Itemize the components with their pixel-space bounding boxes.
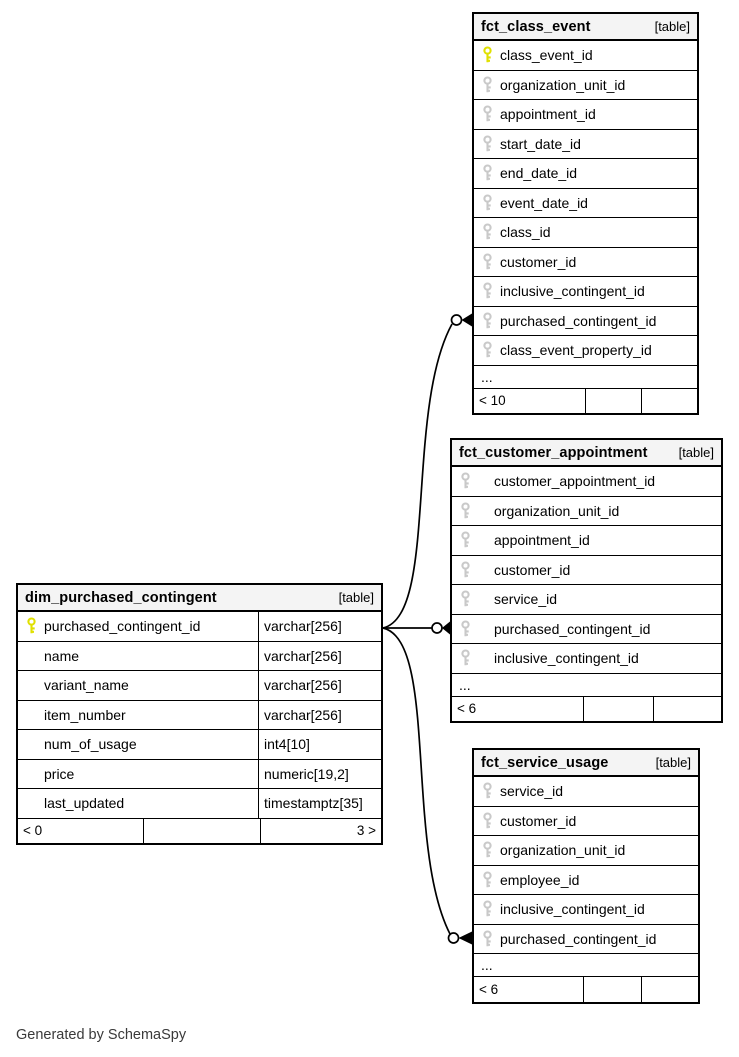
- column-name: purchased_contingent_id: [500, 930, 657, 947]
- connector-circle-endpoint: [432, 623, 442, 633]
- ellipsis: ...: [481, 957, 493, 973]
- table-row: [474, 277, 697, 307]
- footer-children-count: < 6: [452, 697, 584, 722]
- column-type: varchar[256]: [264, 618, 342, 635]
- table-row: [452, 467, 721, 497]
- column-name: name: [44, 647, 80, 664]
- ellipsis: ...: [481, 368, 493, 385]
- primary-key-icon: [481, 46, 494, 64]
- column-name: customer_id: [494, 561, 571, 578]
- column-name: end_date_id: [500, 165, 578, 182]
- column-name-cell: [18, 642, 259, 671]
- column-name-cell: [18, 612, 259, 641]
- connector-circle-endpoint: [449, 933, 459, 943]
- connector-to-fct-class-event: [383, 324, 452, 628]
- table-row: [474, 307, 697, 337]
- table-row: [474, 189, 697, 219]
- table-row: [474, 836, 698, 866]
- column-name: appointment_id: [500, 106, 596, 123]
- ellipsis-row: [474, 954, 698, 977]
- table-row: [474, 218, 697, 248]
- connector-circle-endpoint: [452, 315, 462, 325]
- foreign-key-icon: [481, 930, 494, 948]
- table-fct-class-event[interactable]: [472, 12, 699, 415]
- table-row: [18, 671, 381, 701]
- column-name-cell: [18, 671, 259, 700]
- table-row: [474, 71, 697, 101]
- connector-arrowhead: [442, 622, 450, 635]
- column-name-cell: [18, 760, 259, 789]
- column-name: start_date_id: [500, 135, 581, 152]
- table-row: [474, 895, 698, 925]
- ellipsis-row: [452, 674, 721, 697]
- footer-cell: [144, 819, 261, 844]
- table-row: [452, 556, 721, 586]
- column-name-cell: [18, 701, 259, 730]
- column-name: employee_id: [500, 871, 580, 888]
- foreign-key-icon: [481, 105, 494, 123]
- foreign-key-icon: [481, 164, 494, 182]
- column-name: service_id: [500, 783, 564, 800]
- foreign-key-icon: [459, 561, 472, 579]
- table-footer: [18, 819, 381, 844]
- foreign-key-icon: [481, 900, 494, 918]
- generated-by-note: Generated by SchemaSpy: [16, 1027, 187, 1043]
- table-fct-service-usage[interactable]: [472, 748, 700, 1004]
- column-name: num_of_usage: [44, 736, 137, 753]
- table-tag: [table]: [338, 590, 374, 605]
- table-row: [18, 701, 381, 731]
- column-name: inclusive_contingent_id: [500, 901, 645, 918]
- table-header[interactable]: [474, 14, 697, 41]
- table-tag: [table]: [678, 445, 714, 460]
- table-row: [474, 248, 697, 278]
- column-name-cell: [18, 730, 259, 759]
- primary-key-icon: [25, 617, 38, 635]
- footer-children-count: < 6: [474, 977, 584, 1002]
- foreign-key-icon: [481, 812, 494, 830]
- column-name: class_event_property_id: [500, 342, 652, 359]
- table-footer: [474, 977, 698, 1002]
- table-title[interactable]: fct_class_event: [481, 18, 591, 35]
- table-title[interactable]: fct_service_usage: [481, 754, 609, 771]
- column-name: customer_id: [500, 253, 577, 270]
- foreign-key-icon: [459, 620, 472, 638]
- column-type: int4[10]: [264, 736, 310, 753]
- table-tag: [table]: [655, 755, 691, 770]
- table-row: [452, 497, 721, 527]
- connector-to-fct-service-usage: [383, 628, 450, 934]
- foreign-key-icon: [481, 841, 494, 859]
- column-name: class_id: [500, 224, 551, 241]
- table-row: [18, 789, 381, 819]
- footer-cell: [654, 697, 721, 722]
- footer-cell: [584, 977, 642, 1002]
- table-row: [18, 612, 381, 642]
- footer-cell: [642, 977, 698, 1002]
- table-row: [474, 866, 698, 896]
- column-name: organization_unit_id: [494, 502, 620, 519]
- ellipsis-row: [474, 366, 697, 389]
- column-type: varchar[256]: [264, 677, 342, 694]
- column-name: inclusive_contingent_id: [500, 283, 645, 300]
- table-row: [474, 159, 697, 189]
- column-name: customer_id: [500, 812, 577, 829]
- table-title[interactable]: dim_purchased_contingent: [25, 589, 217, 606]
- table-row: [18, 760, 381, 790]
- table-row: [474, 777, 698, 807]
- column-name: customer_appointment_id: [494, 473, 656, 490]
- table-row: [18, 642, 381, 672]
- table-row: [452, 585, 721, 615]
- footer-children-count: 3 >: [356, 823, 376, 839]
- foreign-key-icon: [481, 194, 494, 212]
- foreign-key-icon: [459, 502, 472, 520]
- column-type: varchar[256]: [264, 706, 342, 723]
- column-name: purchased_contingent_id: [500, 312, 657, 329]
- foreign-key-icon: [459, 590, 472, 608]
- column-name: organization_unit_id: [500, 76, 626, 93]
- table-title[interactable]: fct_customer_appointment: [459, 444, 648, 461]
- column-name: item_number: [44, 706, 126, 723]
- column-name: last_updated: [44, 795, 125, 812]
- column-name: organization_unit_id: [500, 842, 626, 859]
- table-dim-purchased-contingent[interactable]: [16, 583, 383, 845]
- column-name: variant_name: [44, 677, 129, 694]
- footer-cell: [642, 389, 697, 414]
- column-name: inclusive_contingent_id: [494, 650, 639, 667]
- foreign-key-icon: [459, 649, 472, 667]
- table-row: [474, 336, 697, 366]
- foreign-key-icon: [481, 312, 494, 330]
- foreign-key-icon: [481, 76, 494, 94]
- footer-parents-count: < 0: [18, 819, 144, 844]
- table-footer: [474, 389, 697, 414]
- foreign-key-icon: [481, 135, 494, 153]
- foreign-key-icon: [481, 341, 494, 359]
- column-name: price: [44, 765, 75, 782]
- table-tag: [table]: [654, 19, 690, 34]
- foreign-key-icon: [481, 253, 494, 271]
- column-type: numeric[19,2]: [264, 765, 349, 782]
- connector-arrowhead: [459, 932, 473, 945]
- table-header[interactable]: [452, 440, 721, 467]
- ellipsis: ...: [459, 676, 471, 693]
- column-name-cell: [18, 789, 259, 818]
- column-name: purchased_contingent_id: [44, 618, 201, 635]
- foreign-key-icon: [481, 871, 494, 889]
- table-row: [474, 130, 697, 160]
- footer-children-count: < 10: [474, 389, 586, 414]
- column-name: class_event_id: [500, 47, 593, 64]
- foreign-key-icon: [459, 531, 472, 549]
- foreign-key-icon: [481, 282, 494, 300]
- table-row: [452, 644, 721, 674]
- table-footer: [452, 697, 721, 722]
- foreign-key-icon: [459, 472, 472, 490]
- table-header[interactable]: [474, 750, 698, 777]
- table-header[interactable]: [18, 585, 381, 612]
- table-row: [452, 526, 721, 556]
- table-row: [474, 807, 698, 837]
- table-row: [452, 615, 721, 645]
- column-name: appointment_id: [494, 532, 590, 549]
- connector-arrowhead: [462, 314, 473, 327]
- footer-cell: [584, 697, 654, 722]
- column-type: varchar[256]: [264, 647, 342, 664]
- table-row: [18, 730, 381, 760]
- column-type: timestamptz[35]: [264, 795, 363, 812]
- table-row: [474, 925, 698, 955]
- footer-cell: [586, 389, 642, 414]
- column-name: purchased_contingent_id: [494, 620, 651, 637]
- column-name: service_id: [494, 591, 558, 608]
- table-row: [474, 41, 697, 71]
- table-row: [474, 100, 697, 130]
- foreign-key-icon: [481, 782, 494, 800]
- column-name: event_date_id: [500, 194, 588, 211]
- table-fct-customer-appointment[interactable]: [450, 438, 723, 723]
- foreign-key-icon: [481, 223, 494, 241]
